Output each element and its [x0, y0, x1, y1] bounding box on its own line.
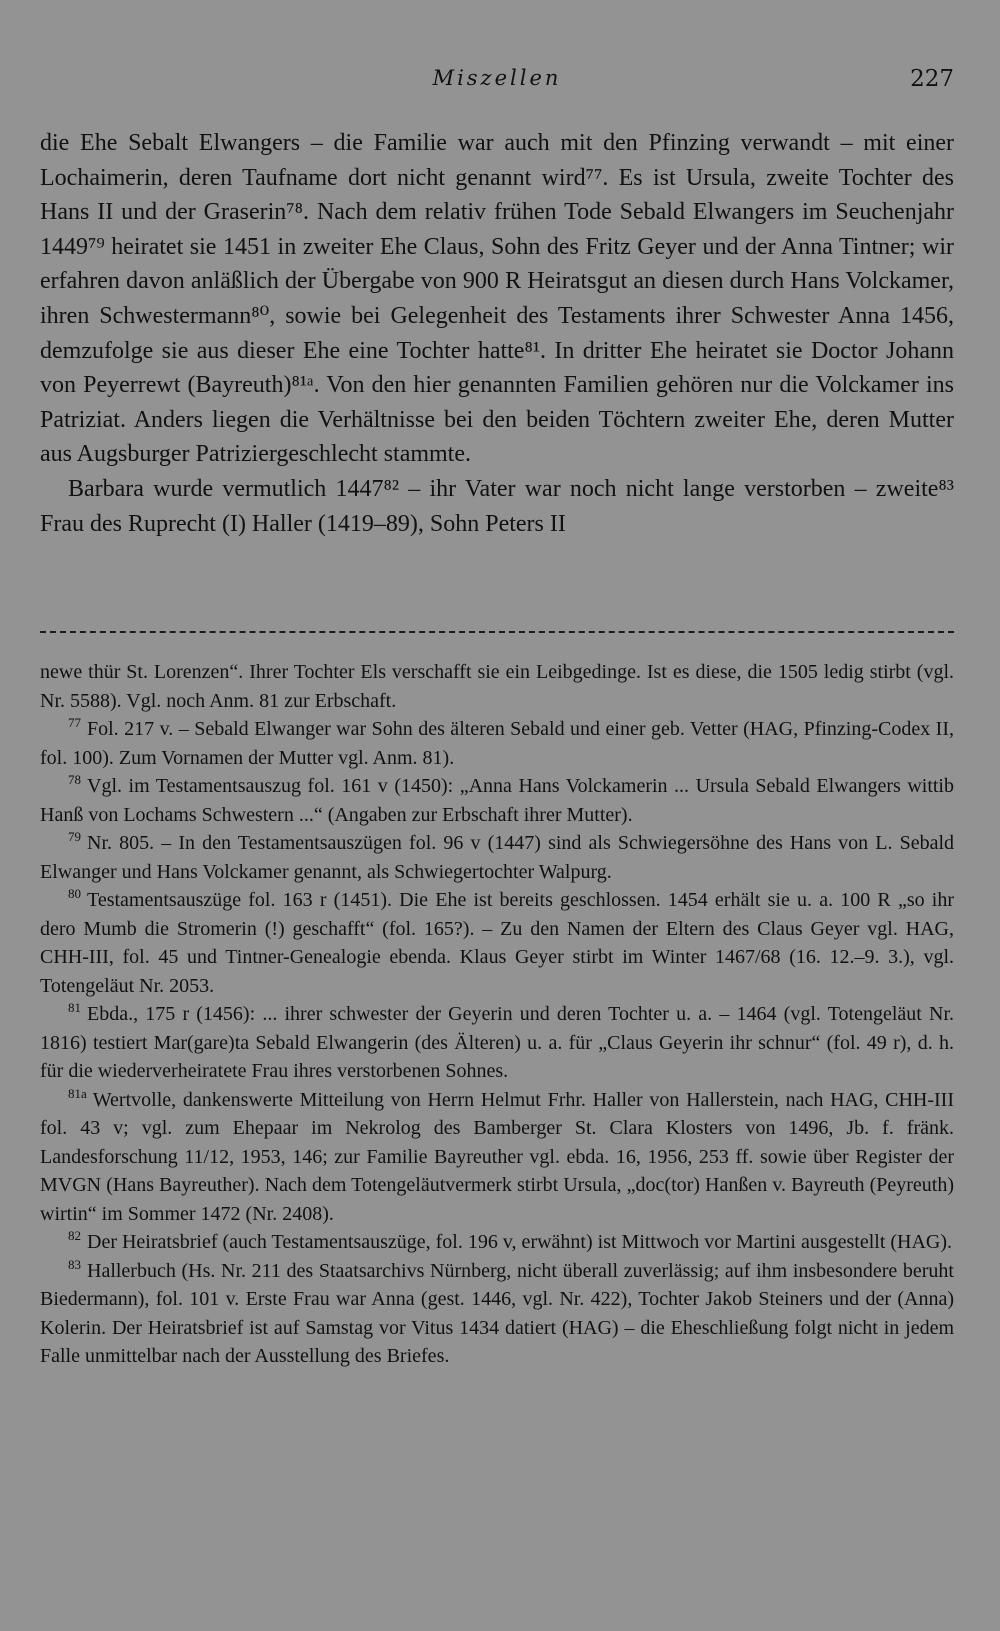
- footnote-81: [40, 1000, 954, 1086]
- footnote-81a: [40, 1086, 954, 1229]
- footnote-marker: 80: [68, 886, 81, 902]
- footnote-82: [40, 1228, 954, 1257]
- footnote-separator: [40, 631, 954, 633]
- footnote-marker: 81: [68, 1000, 81, 1016]
- footnote-marker: 77: [68, 715, 81, 731]
- main-text: [40, 126, 954, 541]
- paragraph-1: die Ehe Sebalt Elwangers – die Familie war auch mit den Pfinzing verwandt – mit einer Lochaimerin, deren Taufname dort nicht genannt wird⁷⁷. Es ist Ursula, zweite Tochter des Hans II und der Graserin⁷⁸. Nach dem relativ frühen Tode Sebald Elwangers im Seuchenjahr 1449⁷⁹ heiratet sie 1451 in zweiter Ehe Claus, Sohn des Fritz Geyer und der Anna Tintner; wir erfahren davon anläßlich der Übergabe von 900 R Heiratsgut an diesen durch Hans Volckamer, ihren Schwestermann⁸⁰, sowie bei Gelegenheit des Testaments ihrer Schwester Anna 1456, demzufolge sie aus dieser Ehe eine Tochter hatte⁸¹. In dritter Ehe heiratet sie Doctor Johann von Peyerrewt (Bayreuth)⁸¹ᵃ. Von den hier genannten Familien gehören nur die Volckamer ins Patriziat. Anders liegen die Verhältnisse bei den beiden Töchtern zweiter Ehe, deren Mutter aus Augsburger Patriziergeschlecht stammte.: [40, 130, 954, 468]
- footnote-83: [40, 1257, 954, 1371]
- footnote-text: Vgl. im Testamentsauszug fol. 161 v (1450): „Anna Hans Volckamerin ... Ursula Sebald Elwangers wittib Hanß von Lochams Schwestern ...“ (Angaben zur Erbschaft ihrer Mutter).: [40, 775, 954, 826]
- page-header: [40, 66, 954, 102]
- footnote-text: Der Heiratsbrief (auch Testamentsauszüge, fol. 196 v, erwähnt) ist Mittwoch vor Martini ausgestellt (HAG).: [87, 1231, 953, 1253]
- footnote-marker: 78: [68, 772, 81, 788]
- footnote-80: [40, 886, 954, 1000]
- footnote-text: Hallerbuch (Hs. Nr. 211 des Staatsarchivs Nürnberg, nicht überall zuverlässig; auf ihm insbesondere beruht Biedermann), fol. 101 v. Erste Frau war Anna (gest. 1446, vgl. Nr. 422), Tochter Jakob Steiners und der (Anna) Kolerin. Der Heiratsbrief ist auf Samstag vor Vitus 1434 datiert (HAG) – die Eheschließung folgt nicht in jedem Falle unmittelbar nach der Ausstellung des Briefes.: [40, 1259, 954, 1367]
- footnote-text: Ebda., 175 r (1456): ... ihrer schwester der Geyerin und deren Tochter u. a. – 1464 (vgl. Totengeläut Nr. 1816) testiert Mar(gare)ta Sebald Elwangerin (des Älteren) u. a. für „Claus Geyerin ihr schnur“ (fol. 49 r), d. h. für die wiederverheiratete Frau ihres verstorbenen Sohnes.: [40, 1003, 954, 1082]
- page-number: 227: [910, 66, 954, 92]
- footnote-text: newe thür St. Lorenzen“. Ihrer Tochter Els verschafft sie ein Leibgedinge. Ist es diese, die 1505 ledig stirbt (vgl. Nr. 5588). Vgl. noch Anm. 81 zur Erbschaft.: [40, 661, 954, 712]
- running-title: Miszellen: [432, 66, 562, 90]
- footnotes: [40, 658, 954, 1371]
- footnote-79: [40, 829, 954, 886]
- footnote-text: Nr. 805. – In den Testamentsauszügen fol. 96 v (1447) sind als Schwiegersöhne des Hans von L. Sebald Elwanger und Hans Volckamer genannt, als Schwiegertochter Walpurg.: [40, 832, 954, 883]
- footnote-marker: 79: [68, 829, 81, 845]
- footnote-text: Fol. 217 v. – Sebald Elwanger war Sohn des älteren Sebald und einer geb. Vetter (HAG, Pfinzing-Codex II, fol. 100). Zum Vornamen der Mutter vgl. Anm. 81).: [40, 718, 954, 769]
- footnote-marker: 83: [68, 1256, 81, 1272]
- footnote-text: Testamentsauszüge fol. 163 r (1451). Die Ehe ist bereits geschlossen. 1454 erhält sie u. a. 100 R „so ihr dero Mumb die Stromerin (!) geschafft“ (fol. 165?). – Zu den Namen der Eltern des Claus Geyer vgl. HAG, CHH-III, fol. 45 und Tintner-Genealogie ebenda. Klaus Geyer stirbt im Winter 1467/68 (16. 12.–9. 3.), vgl. Totengeläut Nr. 2053.: [40, 889, 954, 997]
- footnote-77: [40, 715, 954, 772]
- footnote-continuation: [40, 658, 954, 715]
- footnote-marker: 82: [68, 1228, 81, 1244]
- footnote-78: [40, 772, 954, 829]
- paragraph-2: Barbara wurde vermutlich 1447⁸² – ihr Vater war noch nicht lange verstorben – zweite⁸³ Frau des Ruprecht (I) Haller (1419–89), Sohn Peters II: [40, 475, 954, 537]
- footnote-marker: 81a: [68, 1085, 87, 1101]
- footnote-text: Wertvolle, dankenswerte Mitteilung von Herrn Helmut Frhr. Haller von Hallerstein, nach HAG, CHH-III fol. 43 v; vgl. zum Ehepaar im Nekrolog des Bamberger St. Clara Klosters von 1496, Jb. f. fränk. Landesforschung 11/12, 1953, 146; zur Familie Bayreuther vgl. ebda. 16, 1956, 253 ff. sowie über Register der MVGN (Hans Bayreuther). Nach dem Totengeläutvermerk stirbt Ursula, „doc(tor) Hanßen v. Bayreuth (Peyreuth) wirtin“ im Sommer 1472 (Nr. 2408).: [40, 1088, 954, 1225]
